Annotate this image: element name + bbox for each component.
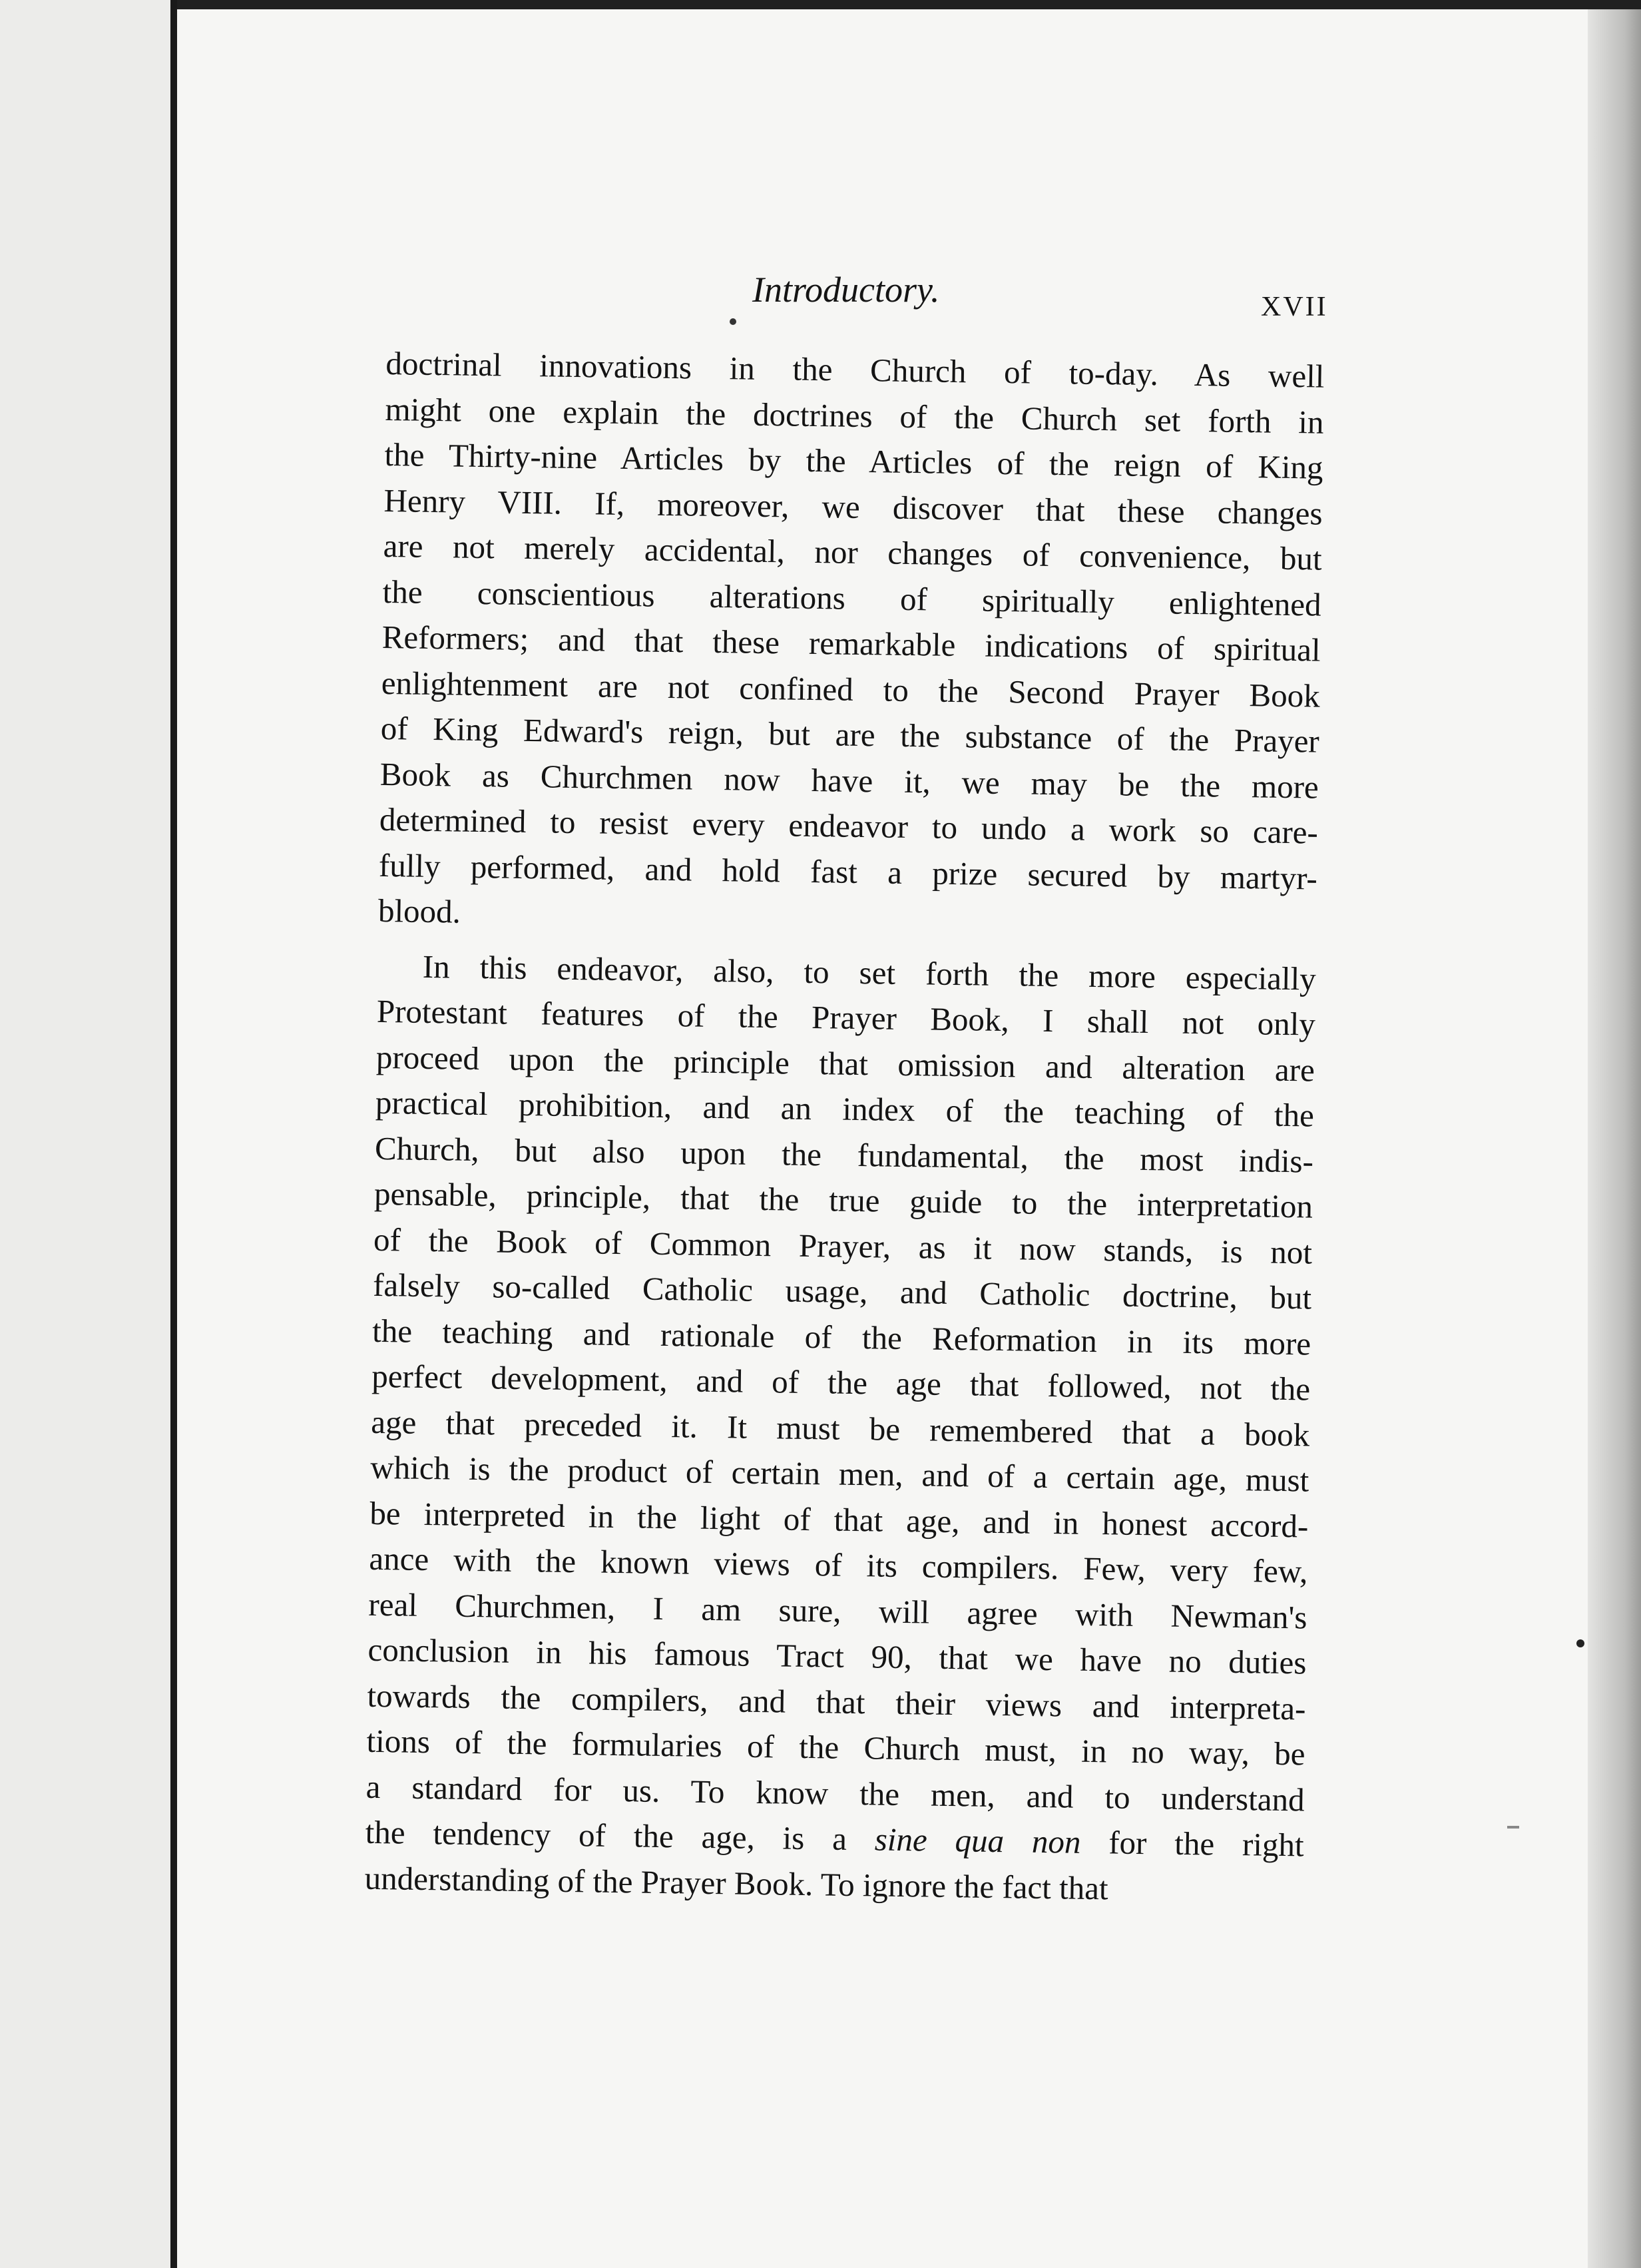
text-line: doctrinal innovations in the Church of to-day. As well [385,344,1325,395]
page-number: XVII [1261,292,1328,322]
stray-ink-mark [1576,1639,1584,1647]
text-line: perfect development, and of the age that followed, not the [371,1357,1311,1408]
text-line: falsely so-called Catholic usage, and Catholic doctrine, but [372,1266,1312,1316]
scan-top-edge [177,0,1641,9]
text-line: proceed upon the principle that omission and alteration are [375,1038,1315,1089]
text-line: a standard for us. To know the men, and to understand [365,1768,1305,1818]
text-run: for the right [1108,1824,1304,1864]
text-line: Book as Churchmen now have it, we may be the more [379,755,1319,806]
text-line: tions of the formularies of the Church must, in no way, be [366,1722,1305,1773]
scan-left-margin [0,0,172,2268]
text-line: might one explain the doctrines of the Church set forth in [385,390,1324,441]
text-line: Protestant features of the Prayer Book, I shall not only [376,992,1316,1043]
running-head: Introductory. [752,270,940,310]
text-line: of King Edward's reign, but are the substance of the Prayer [380,709,1320,760]
text-line: which is the product of certain men, and of a certain age, must [369,1448,1309,1499]
text-line: ance with the known views of its compilers. Few, very few, [369,1540,1308,1590]
text-line: determined to resist every endeavor to undo a work so care- [379,800,1319,851]
text-line: of the Book of Common Prayer, as it now stands, is not [373,1221,1313,1271]
text-line: enlightenment are not confined to the Second Prayer Book [381,664,1321,714]
text-line: fully performed, and hold fast a prize secured by martyr- [378,846,1318,897]
scan-gutter-shadow [170,0,177,2268]
header-ink-dot [730,318,736,325]
text-line: are not merely accidental, nor changes of convenience, but [383,527,1322,577]
text-line: Reformers; and that these remarkable indications of spiritual [381,618,1321,669]
text-line: blood. [377,892,461,930]
text-line: Henry VIII. If, moreover, we discover that these changes [383,481,1323,532]
body-text [364,341,1325,1914]
scan-right-edge [1588,9,1641,2268]
italic-phrase: sine qua non [874,1821,1081,1860]
text-line: be interpreted in the light of that age, and in honest accord- [369,1494,1309,1545]
stray-ink-dash [1507,1826,1519,1829]
text-line: real Churchmen, I am sure, will agree with Newman's [368,1585,1307,1635]
text-run: the tendency of the age, is a [365,1813,847,1857]
text-line: conclusion in his famous Tract 90, that we have no duties [367,1631,1307,1681]
text-line: pensable, principle, that the true guide to the interpretation [373,1175,1313,1225]
text-line: the conscientious alterations of spiritually enlightened [382,573,1321,623]
text-line: towards the compilers, and that their views and interpreta- [367,1677,1306,1727]
text-line: the teaching and rationale of the Reformation in its more [371,1312,1311,1362]
text-line: the Thirty-nine Articles by the Articles of the reign of King [384,435,1323,486]
text-line: age that preceded it. It must be remembered that a book [370,1403,1310,1454]
text-line: understanding of the Prayer Book. To ignore the fact that [364,1859,1108,1906]
text-line: practical prohibition, and an index of the teaching of the [375,1083,1315,1134]
text-line: Church, but also upon the fundamental, the most indis- [374,1129,1314,1180]
paragraph-first-line: In this endeavor, also, to set forth the more especially [422,948,1317,997]
